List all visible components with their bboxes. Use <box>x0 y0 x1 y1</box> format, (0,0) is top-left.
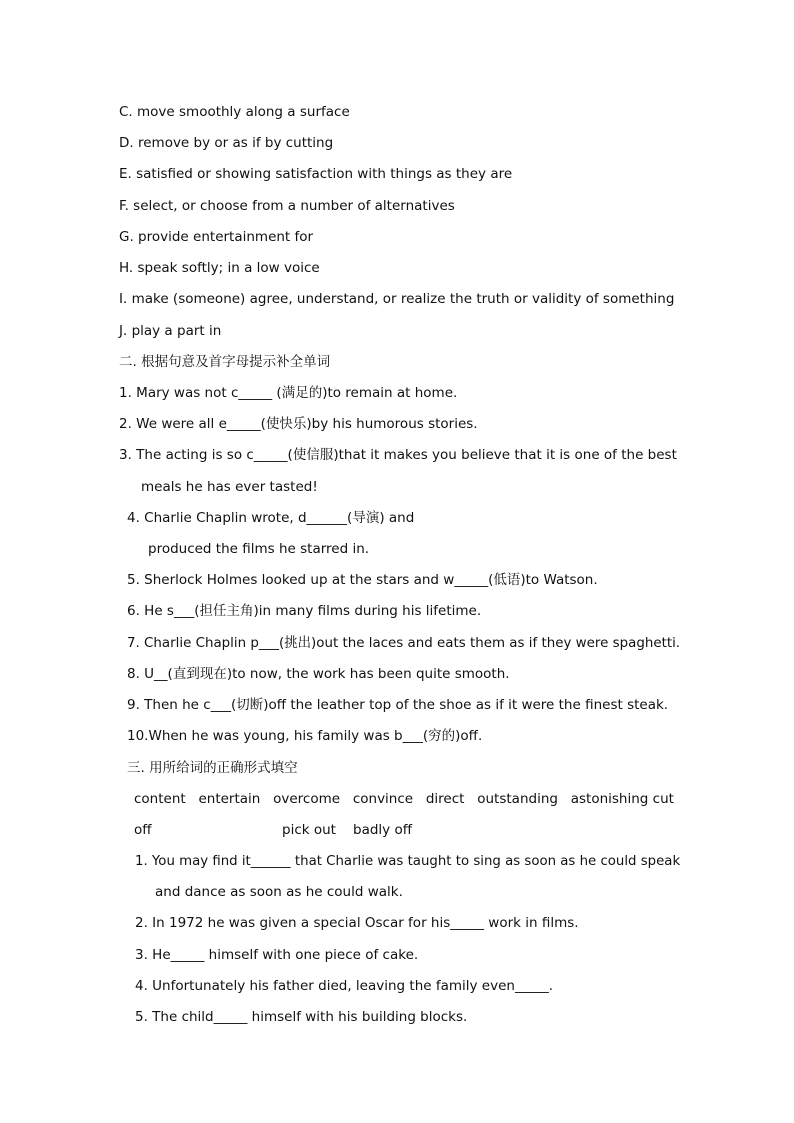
section-2-heading: 二. 根据句意及首字母提示补全单词 <box>119 354 331 370</box>
definition-g: G. provide entertainment for <box>119 229 314 245</box>
section-3-item: 2. In 1972 he was given a special Oscar for his_____ work in films. <box>135 915 579 931</box>
section-3-item: 3. He_____ himself with one piece of cake. <box>135 947 419 963</box>
section-3-item: 1. You may find it______ that Charlie was taught to sing as soon as he could speak <box>135 853 681 869</box>
section-2-item: 4. Charlie Chaplin wrote, d______(导演) and <box>127 510 415 526</box>
word-bank-word: convince <box>352 791 414 807</box>
section-2-item: 2. We were all e_____(使快乐)by his humorous stories. <box>119 416 478 432</box>
definition-j: J. play a part in <box>119 323 222 339</box>
section-3-heading: 三. 用所给词的正确形式填空 <box>127 760 298 776</box>
word-bank-word: direct <box>425 791 465 807</box>
definition-f: F. select, or choose from a number of alternatives <box>119 198 455 214</box>
section-2-item: 10.When he was young, his family was b___(穷的)off. <box>127 728 483 744</box>
word-bank-word: badly off <box>353 822 413 838</box>
section-2-item-continued: meals he has ever tasted! <box>141 479 318 495</box>
section-3-item-continued: and dance as soon as he could walk. <box>155 884 403 900</box>
section-3-item: 5. The child_____ himself with his building blocks. <box>135 1009 468 1025</box>
section-2-item: 7. Charlie Chaplin p___(挑出)out the laces and eats them as if they were spaghetti. <box>127 635 681 651</box>
section-2-item-continued: produced the films he starred in. <box>148 541 370 557</box>
word-bank-word: off <box>134 822 152 838</box>
definition-h: H. speak softly; in a low voice <box>119 260 320 276</box>
word-bank-word: overcome <box>273 791 341 807</box>
word-bank-word: content <box>134 791 186 807</box>
section-2-item: 6. He s___(担任主角)in many films during his lifetime. <box>127 603 482 619</box>
section-2-item: 3. The acting is so c_____(使信服)that it makes you believe that it is one of the best <box>119 447 677 463</box>
section-2-item: 1. Mary was not c_____ (满足的)to remain at home. <box>119 385 458 401</box>
section-3-item: 4. Unfortunately his father died, leaving the family even_____. <box>135 978 553 994</box>
definition-e: E. satisfied or showing satisfaction with things as they are <box>119 166 513 182</box>
section-2-item: 5. Sherlock Holmes looked up at the stars and w_____(低语)to Watson. <box>127 572 598 588</box>
word-bank-word: outstanding <box>477 791 558 807</box>
word-bank <box>134 789 674 809</box>
definition-i: I. make (someone) agree, understand, or realize the truth or validity of something <box>119 291 675 307</box>
word-bank-word: pick out <box>282 822 336 838</box>
word-bank-word: astonishing cut <box>570 791 674 807</box>
definition-c: C. move smoothly along a surface <box>119 104 350 120</box>
word-bank-word: entertain <box>198 791 261 807</box>
section-2-item: 8. U__(直到现在)to now, the work has been quite smooth. <box>127 666 510 682</box>
definition-d: D. remove by or as if by cutting <box>119 135 334 151</box>
section-2-item: 9. Then he c___(切断)off the leather top of the shoe as if it were the finest steak. <box>127 697 669 713</box>
